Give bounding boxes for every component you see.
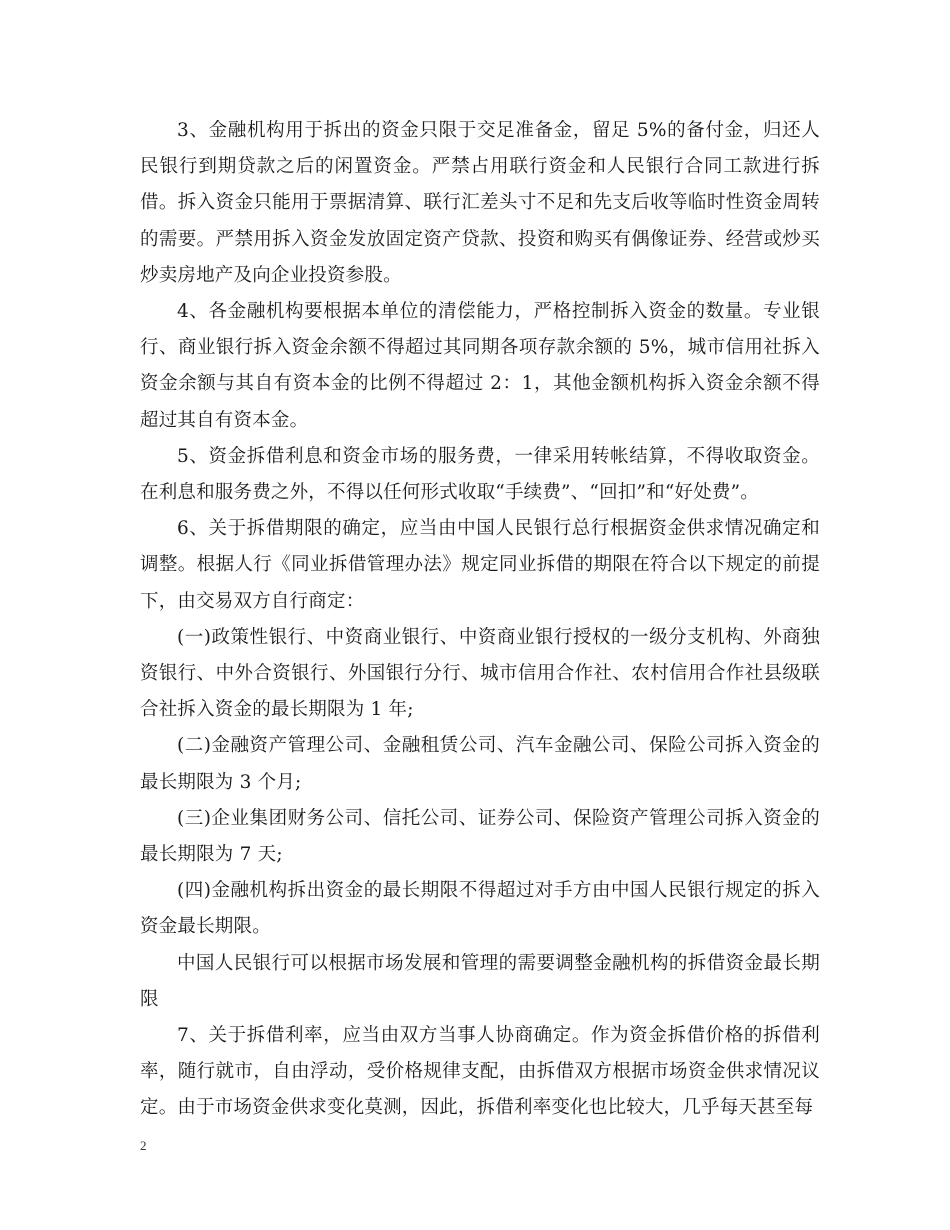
paragraph-subitem-1: (一)政策性银行、中资商业银行、中资商业银行授权的一级分支机构、外商独资银行、中外合资银行、外国银行分行、城市信用合作社、农村信用合作社县级联合社拆入资金的最长期限为 1 年; — [140, 626, 820, 721]
paragraph-subitem-4: (四)金融机构拆出资金的最长期限不得超过对手方由中国人民银行规定的拆入资金最长期限。 — [140, 880, 820, 938]
paragraph-item-6: 6、关于拆借期限的确定，应当由中国人民银行总行根据资金供求情况确定和调整。根据人行《同业拆借管理办法》规定同业拆借的期限在符合以下规定的前提下，由交易双方自行商定： — [140, 518, 820, 612]
page-number: 2 — [140, 1138, 147, 1153]
paragraph-item-7: 7、关于拆借利率，应当由双方当事人协商确定。作为资金拆借价格的拆借利率，随行就市，自由浮动，受价格规律支配，由拆借双方根据市场资金供求情况议定。由于市场资金供求变化莫测，因此，拆借利率变化也比较大，几乎每天甚至每 — [140, 1025, 820, 1119]
paragraph-subitem-2: (二)金融资产管理公司、金融租赁公司、汽车金融公司、保险公司拆入资金的最长期限为 3 个月; — [140, 735, 820, 793]
document-body — [140, 113, 820, 1127]
paragraph-item-5: 5、资金拆借利息和资金市场的服务费，一律采用转帐结算，不得收取资金。在利息和服务费之外，不得以任何形式收取“手续费”、“回扣”和“好处费”。 — [140, 445, 820, 504]
paragraph-item-3: 3、金融机构用于拆出的资金只限于交足准备金，留足 5%的备付金，归还人民银行到期贷款之后的闲置资金。严禁占用联行资金和人民银行合同工款进行拆借。拆入资金只能用于票据清算、联行汇差头寸不足和先支后收等临时性资金周转的需要。严禁用拆入资金发放固定资产贷款、投资和购买有偶像证券、经营或炒买炒卖房地产及向企业投资参股。 — [140, 120, 820, 286]
paragraph-subitem-3: (三)企业集团财务公司、信托公司、证券公司、保险资产管理公司拆入资金的最长期限为 7 天; — [140, 807, 820, 866]
paragraph-pboc-note: 中国人民银行可以根据市场发展和管理的需要调整金融机构的拆借资金最长期限 — [140, 952, 820, 1010]
paragraph-item-4: 4、各金融机构要根据本单位的清偿能力，严格控制拆入资金的数量。专业银行、商业银行拆入资金余额不得超过其同期各项存款余额的 5%，城市信用社拆入资金余额与其自有资本金的比例不得超过 2：1，其他金额机构拆入资金余额不得超过其自有资本金。 — [140, 301, 820, 431]
